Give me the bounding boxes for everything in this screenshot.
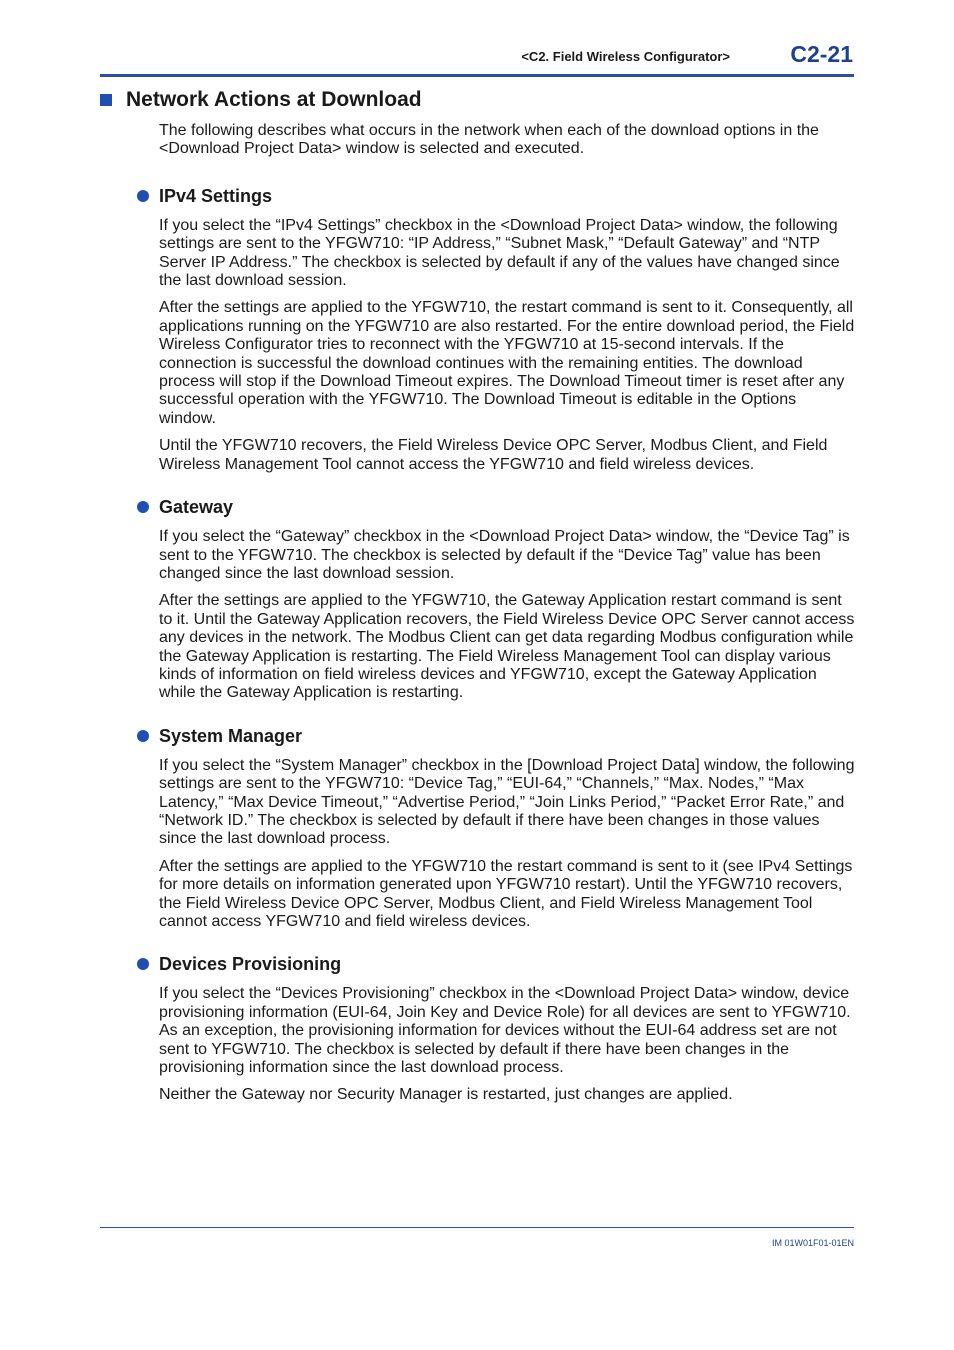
- subsection-title-text: Gateway: [159, 497, 234, 518]
- subsection-devices-provisioning: [159, 953, 855, 1104]
- section-title: [100, 88, 422, 112]
- subsection-title: [159, 496, 855, 518]
- document-number: IM 01W01F01-01EN: [771, 1238, 854, 1248]
- paragraph: After the settings are applied to the YFGW710 the restart command is sent to it (see IPv4 Settings for more details on information generated upon YFGW710 restart). Until the YFGW710 recovers, the Field Wireless Device OPC Server, Modbus Client, and Field Wireless Management Tool cannot access YFGW710 and field wireless devices.: [159, 857, 853, 930]
- paragraph: After the settings are applied to the YFGW710, the restart command is sent to it. Consequently, all applications running on the YFGW710 are also restarted. For the entire download period, the Field Wireless Configurator tries to reconnect with the YFGW710 at 15-second intervals. If the connection is successful the download continues with the remaining entities. The download process will stop if the Download Timeout expires. The Download Timeout timer is reset after any successful operation with the YFGW710. The Download Timeout is editable in the Options window.: [159, 299, 855, 427]
- subsection-title: [159, 185, 855, 207]
- paragraph: Until the YFGW710 recovers, the Field Wireless Device OPC Server, Modbus Client, and Field Wireless Management Tool cannot access the YFGW710 and field wireless devices.: [159, 437, 828, 473]
- subsection-title-text: IPv4 Settings: [159, 185, 273, 206]
- subsection-title: [159, 953, 855, 975]
- paragraph: If you select the “IPv4 Settings” checkbox in the <Download Project Data> window, the following settings are sent to the YFGW710: “IP Address,” “Subnet Mask,” “Default Gateway” and “NTP Server IP Address.” The checkbox is selected by default if any of the values have changed since the last download session.: [159, 216, 840, 290]
- section-intro: The following describes what occurs in the network when each of the download options in the <Download Project Data> window is selected and executed.: [159, 122, 819, 158]
- footer-divider: [100, 1227, 854, 1228]
- paragraph: If you select the “Devices Provisioning” checkbox in the <Download Project Data> window, device provisioning information (EUI-64, Join Key and Device Role) for all devices are sent to YFGW710. As an exception, the provisioning information for devices without the EUI-64 address set are not sent to YFGW710. The checkbox is selected by default if there have been changes in the provisioning information since the last download process.: [159, 985, 851, 1077]
- subsection-ipv4-settings: [159, 185, 855, 474]
- paragraph: Neither the Gateway nor Security Manager is restarted, just changes are applied.: [159, 1086, 733, 1104]
- subsection-title-text: Devices Provisioning: [159, 954, 342, 975]
- content-body: [159, 122, 855, 1127]
- subsection-title: [159, 725, 855, 747]
- round-bullet-icon: [137, 958, 149, 970]
- round-bullet-icon: [137, 190, 149, 202]
- paragraph: If you select the “System Manager” checkbox in the [Download Project Data] window, the following settings are sent to the YFGW710: “Device Tag,” “EUI-64,” “Channels,” “Max. Nodes,” “Max Latency,” “Max Device Timeout,” “Advertise Period,” “Join Links Period,” “Packet Error Rate,” and “Network ID.” The checkbox is selected by default if there have been changes in those values since the last download process.: [159, 756, 855, 848]
- square-bullet-icon: [100, 94, 112, 106]
- subsection-gateway: [159, 496, 855, 703]
- section-title-text: Network Actions at Download: [126, 88, 422, 111]
- subsection-system-manager: [159, 725, 855, 932]
- round-bullet-icon: [137, 730, 149, 742]
- subsection-title-text: System Manager: [159, 725, 303, 746]
- page-number: C2-21: [790, 41, 853, 67]
- round-bullet-icon: [137, 501, 149, 513]
- header-divider: [100, 74, 854, 77]
- chapter-header: <C2. Field Wireless Configurator>: [521, 49, 730, 64]
- paragraph: If you select the “Gateway” checkbox in the <Download Project Data> window, the “Device Tag” is sent to the YFGW710. The checkbox is selected by default if the “Device Tag” value has been changed since the last download session.: [159, 528, 850, 582]
- paragraph: After the settings are applied to the YFGW710, the Gateway Application restart command is sent to it. Until the Gateway Application recovers, the Field Wireless Device OPC Server cannot access any devices in the network. The Modbus Client can get data regarding Modbus configuration while the Gateway Application is restarting. The Field Wireless Management Tool can display various kinds of information on field wireless devices and YFGW710, except the Gateway Application while the Gateway Application is restarting.: [159, 592, 855, 702]
